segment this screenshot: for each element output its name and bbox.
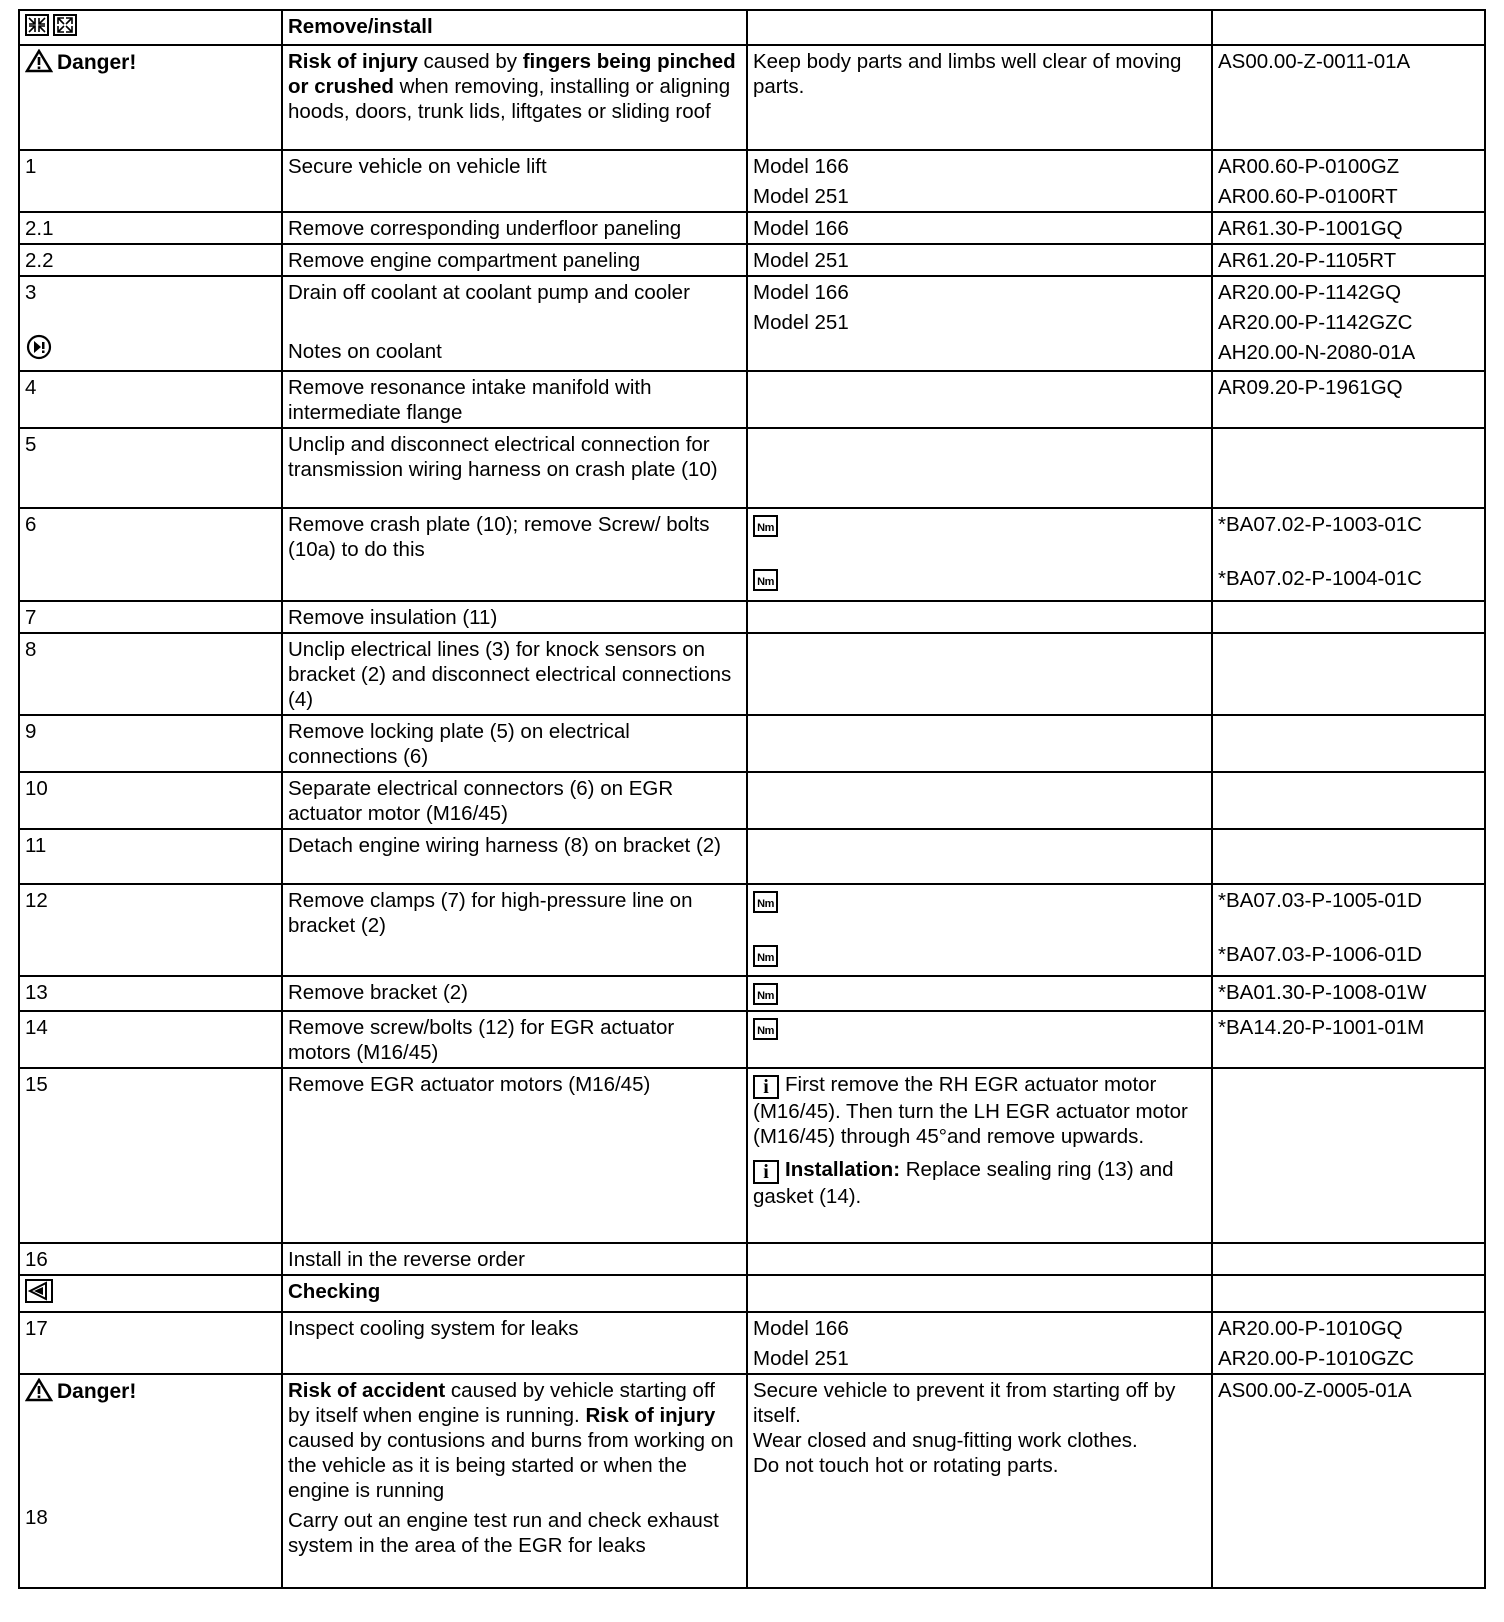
checking-header-row: [19, 1275, 1485, 1312]
step-text: Remove crash plate (10); remove Screw/ bolts (10a) to do this: [288, 513, 710, 561]
torque-icon: Nm: [753, 983, 778, 1005]
info-icon: i: [753, 1160, 779, 1184]
info-icon: i: [753, 1075, 779, 1099]
step-text: Unclip and disconnect electrical connection for transmission wiring harness on crash plate (10): [288, 433, 718, 481]
step-row: [19, 715, 1485, 772]
warning-triangle-icon: [25, 1378, 53, 1402]
doc-reference: *BA07.03-P-1005-01D: [1218, 889, 1422, 912]
danger-remedy: Wear closed and snug-fitting work clothes.: [753, 1429, 1138, 1452]
step-text: Remove screw/bolts (12) for EGR actuator motors (M16/45): [288, 1016, 675, 1064]
note-text: Notes on coolant: [288, 340, 442, 363]
model-label: Model 251: [753, 311, 849, 334]
step-row: [19, 1243, 1485, 1275]
torque-icon: Nm: [753, 515, 778, 537]
step-row: [19, 508, 1485, 601]
step-number: 16: [25, 1248, 48, 1271]
doc-reference: AR00.60-P-0100GZ: [1218, 155, 1400, 178]
doc-reference: AR20.00-P-1010GZC: [1218, 1347, 1414, 1370]
doc-reference: *BA07.03-P-1006-01D: [1218, 943, 1422, 966]
model-label: Model 251: [753, 1347, 849, 1370]
step-number: 5: [25, 433, 37, 456]
danger-label: Danger!: [25, 51, 136, 74]
header-row: [19, 10, 1485, 45]
doc-reference: AR20.00-P-1010GQ: [1218, 1317, 1403, 1340]
doc-reference: AS00.00-Z-0005-01A: [1218, 1379, 1412, 1402]
step-number: 6: [25, 513, 37, 536]
step-text: Drain off coolant at coolant pump and cooler: [288, 281, 690, 304]
doc-reference: AR00.60-P-0100RT: [1218, 185, 1398, 208]
danger-row-accident: [19, 1374, 1485, 1588]
model-label: Model 166: [753, 217, 849, 240]
procedure-table: [18, 9, 1486, 1589]
doc-reference: AS00.00-Z-0011-01A: [1218, 50, 1411, 73]
danger-text: Risk of accident caused by vehicle starting off by itself when engine is running. Risk of injury caused by contusions and burns from working on the vehicle as it is being started or when the engine is running: [288, 1379, 734, 1502]
section-title-checking: Checking: [288, 1280, 381, 1303]
model-label: Model 251: [753, 249, 849, 272]
step-number: 11: [25, 834, 47, 857]
step-number: 3: [25, 281, 37, 304]
checking-icon: [25, 1279, 53, 1309]
model-label: Model 166: [753, 155, 849, 178]
doc-reference: AR61.20-P-1105RT: [1218, 249, 1397, 272]
doc-reference: AR61.30-P-1001GQ: [1218, 217, 1403, 240]
torque-icon: Nm: [753, 891, 778, 913]
step-text: Remove corresponding underfloor paneling: [288, 217, 682, 240]
step-text: Detach engine wiring harness (8) on bracket (2): [288, 834, 721, 857]
step-number: 8: [25, 638, 37, 661]
step-row: [19, 244, 1485, 276]
step-text: Secure vehicle on vehicle lift: [288, 155, 547, 178]
step-text: Separate electrical connectors (6) on EGR actuator motor (M16/45): [288, 777, 674, 825]
step-row: [19, 150, 1485, 212]
step-number: 18: [25, 1506, 48, 1529]
section-title-remove-install: Remove/install: [288, 15, 433, 38]
step-row: [19, 1068, 1485, 1243]
step-row: [19, 601, 1485, 633]
danger-remedy: Secure vehicle to prevent it from starting off by itself.: [753, 1379, 1176, 1427]
step-row: [19, 371, 1485, 428]
step-text: Remove locking plate (5) on electrical connections (6): [288, 720, 630, 768]
step-text: Remove resonance intake manifold with intermediate flange: [288, 376, 652, 424]
step-number: 2.1: [25, 217, 54, 240]
step-number: 1: [25, 155, 37, 178]
step-row: [19, 428, 1485, 508]
step-text: Inspect cooling system for leaks: [288, 1317, 579, 1340]
step-text: Unclip electrical lines (3) for knock sensors on bracket (2) and disconnect electrical connections (4): [288, 638, 732, 711]
warning-triangle-icon: [25, 49, 53, 73]
step-row: [19, 976, 1485, 1011]
torque-icon: Nm: [753, 569, 778, 591]
doc-reference: *BA07.02-P-1004-01C: [1218, 567, 1422, 590]
step-row: [19, 633, 1485, 715]
step-row: [19, 276, 1485, 371]
remove-install-icon: [25, 14, 77, 42]
doc-reference: AR09.20-P-1961GQ: [1218, 376, 1403, 399]
step-row: [19, 884, 1485, 976]
step-text: Carry out an engine test run and check exhaust system in the area of the EGR for leaks: [288, 1509, 719, 1557]
note-icon: [25, 334, 277, 366]
step-text: Remove bracket (2): [288, 981, 469, 1004]
danger-remedy: Keep body parts and limbs well clear of moving parts.: [753, 50, 1182, 98]
info-note: i First remove the RH EGR actuator motor (M16/45). Then turn the LH EGR actuator motor (M16/45) through 45°and remove upwards.: [753, 1073, 1188, 1148]
torque-icon: Nm: [753, 1018, 778, 1040]
doc-reference: *BA07.02-P-1003-01C: [1218, 513, 1422, 536]
doc-reference: *BA01.30-P-1008-01W: [1218, 981, 1427, 1004]
step-row: [19, 829, 1485, 884]
step-text: Install in the reverse order: [288, 1248, 526, 1271]
step-number: 10: [25, 777, 48, 800]
step-number: 17: [25, 1317, 48, 1340]
step-text: Remove engine compartment paneling: [288, 249, 641, 272]
torque-icon: Nm: [753, 945, 778, 967]
step-row: [19, 212, 1485, 244]
doc-reference: AR20.00-P-1142GQ: [1218, 281, 1402, 304]
step-text: Remove EGR actuator motors (M16/45): [288, 1073, 651, 1096]
step-row: [19, 772, 1485, 829]
danger-text: Risk of injury caused by fingers being pinched or crushed when removing, installing or aligning hoods, doors, trunk lids, liftgates or sliding roof: [288, 50, 736, 123]
step-number: 2.2: [25, 249, 54, 272]
info-note: i Installation: Replace sealing ring (13) and gasket (14).: [753, 1158, 1174, 1208]
step-number: 7: [25, 606, 37, 629]
step-row: [19, 1011, 1485, 1068]
step-number: 4: [25, 376, 37, 399]
doc-reference: *BA14.20-P-1001-01M: [1218, 1016, 1425, 1039]
model-label: Model 166: [753, 281, 849, 304]
step-number: 15: [25, 1073, 48, 1096]
step-number: 14: [25, 1016, 48, 1039]
danger-label: Danger!: [25, 1378, 277, 1404]
doc-reference: AH20.00-N-2080-01A: [1218, 341, 1416, 364]
step-text: Remove insulation (11): [288, 606, 498, 629]
step-number: 12: [25, 889, 48, 912]
doc-reference: AR20.00-P-1142GZC: [1218, 311, 1413, 334]
danger-remedy: Do not touch hot or rotating parts.: [753, 1454, 1059, 1477]
step-number: 9: [25, 720, 37, 743]
model-label: Model 251: [753, 185, 849, 208]
step-row: [19, 1312, 1485, 1374]
model-label: Model 166: [753, 1317, 849, 1340]
step-text: Remove clamps (7) for high-pressure line on bracket (2): [288, 889, 693, 937]
danger-row-pinch: [19, 45, 1485, 150]
step-number: 13: [25, 981, 48, 1004]
